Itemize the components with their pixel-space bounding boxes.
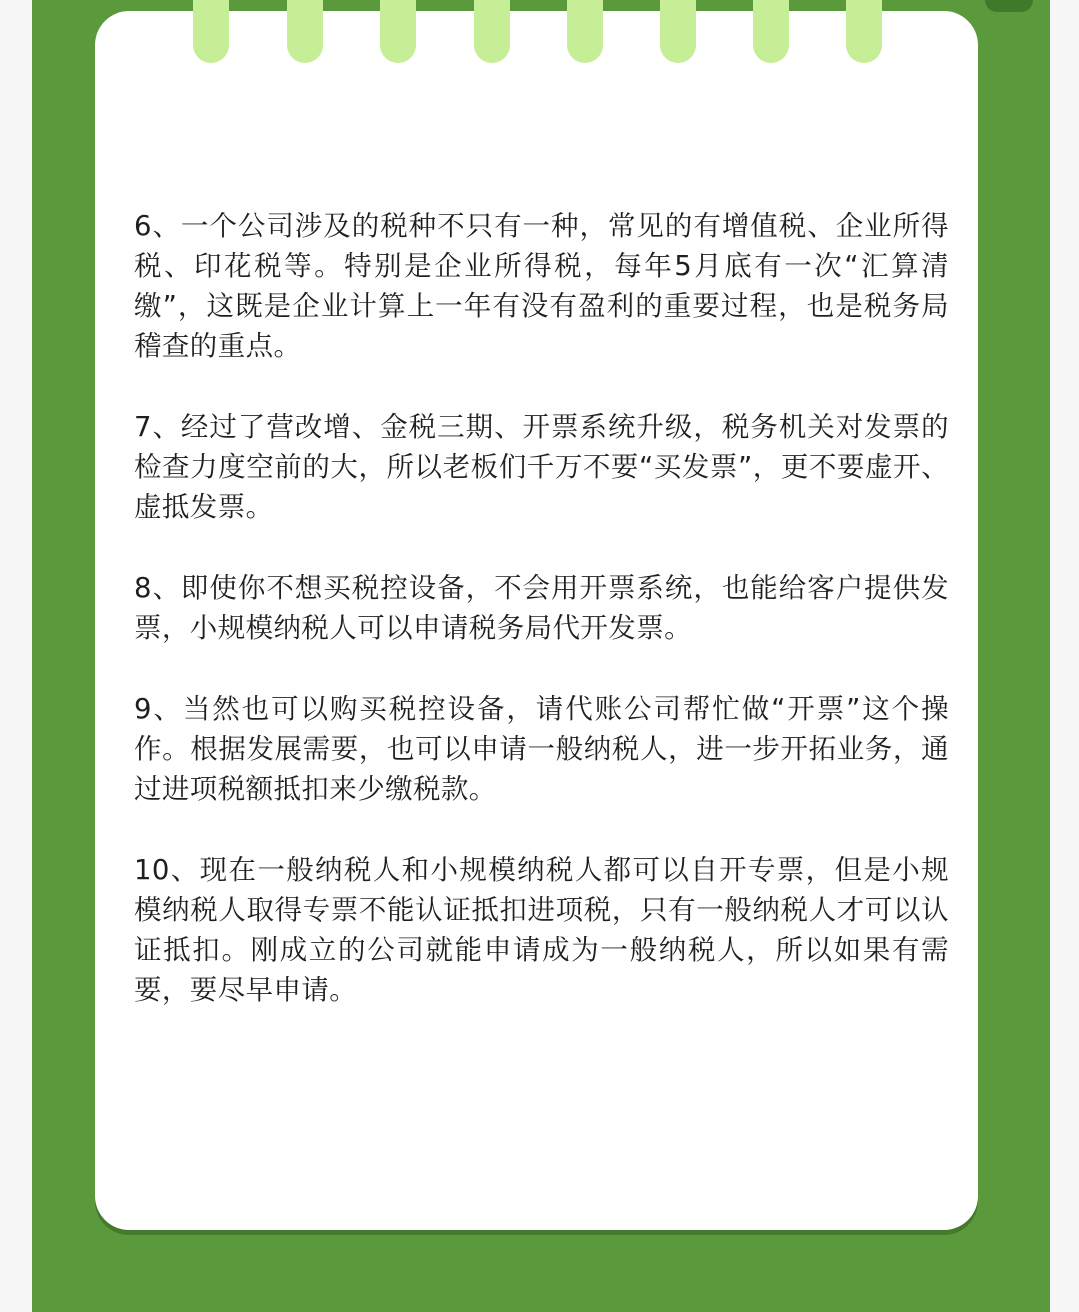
tip-item-6: 6、一个公司涉及的税种不只有一种，常见的有增值税、企业所得税、印花税等。特别是企业所得税，每年5月底有一次“汇算清缴”，这既是企业计算上一年有没有盈利的重要过程，也是税务局稽查的重点。 [134, 210, 949, 362]
tip-item-7: 7、经过了营改增、金税三期、开票系统升级，税务机关对发票的检查力度空前的大，所以老板们千万不要“买发票”，更不要虚开、虚抵发票。 [134, 411, 949, 523]
corner-tab-decoration [985, 0, 1033, 12]
binder-ring-4 [474, 0, 510, 63]
binder-ring-2 [287, 0, 323, 63]
binder-ring-1 [193, 0, 229, 63]
binder-ring-8 [846, 0, 882, 63]
tips-list [134, 206, 949, 1051]
binder-ring-3 [380, 0, 416, 63]
tip-item-10: 10、现在一般纳税人和小规模纳税人都可以自开专票，但是小规模纳税人取得专票不能认证抵扣进项税，只有一般纳税人才可以认证抵扣。刚成立的公司就能申请成为一般纳税人，所以如果有需要，要尽早申请。 [134, 854, 949, 1006]
binder-ring-7 [753, 0, 789, 63]
tip-item-9: 9、当然也可以购买税控设备，请代账公司帮忙做“开票”这个操作。根据发展需要，也可以申请一般纳税人，进一步开拓业务，通过进项税额抵扣来少缴税款。 [134, 693, 949, 805]
binder-ring-5 [567, 0, 603, 63]
binder-ring-6 [660, 0, 696, 63]
tip-item-8: 8、即使你不想买税控设备，不会用开票系统，也能给客户提供发票，小规模纳税人可以申请税务局代开发票。 [134, 572, 949, 644]
